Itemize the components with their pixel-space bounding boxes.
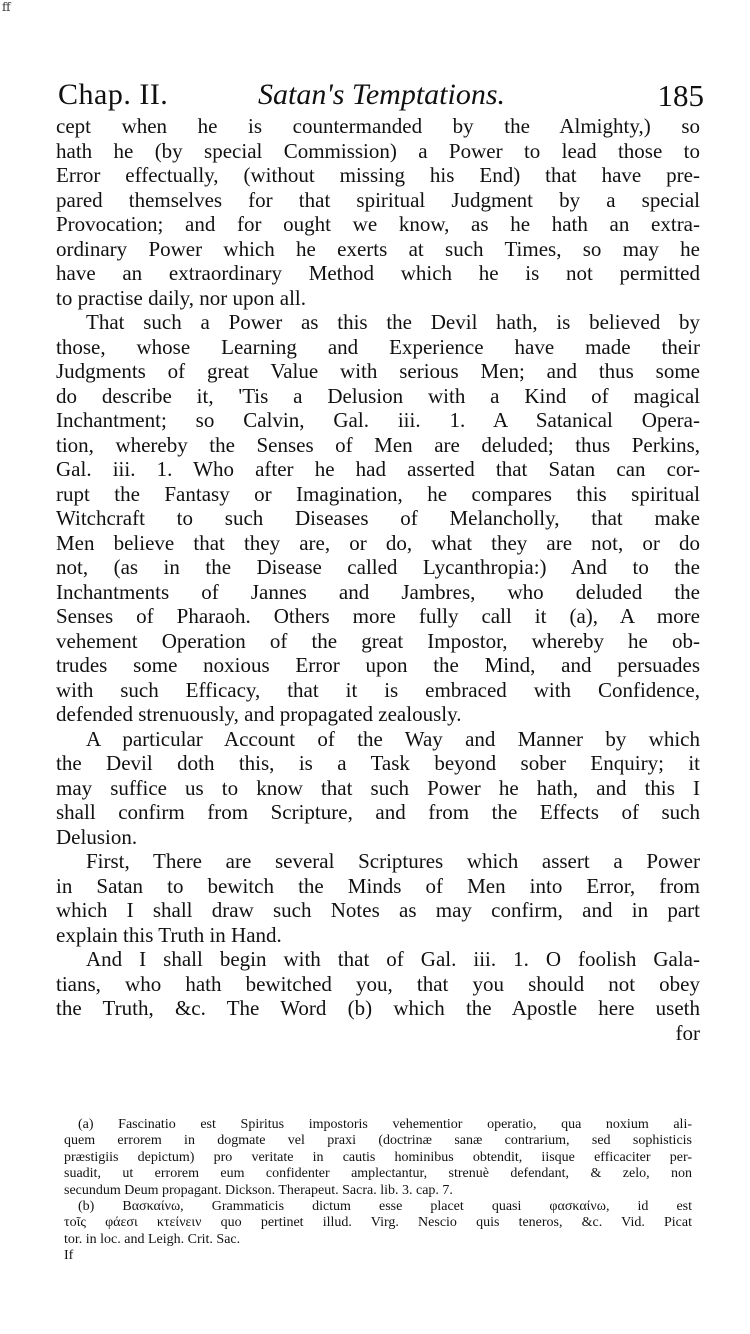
text-line: explain this Truth in Hand. [56,922,282,947]
text-line: Delusion. [56,824,138,849]
text-line: Men believe that they are, or do, what they are not, or do [56,530,700,555]
text-line: defended strenuously, and propagated zealously. [56,702,462,726]
text-line: First, There are several Scriptures which assert a Power [86,849,700,873]
text-line: A particular Account of the Way and Manner by which [86,726,700,751]
text-line: Inchantment; so Calvin, Gal. iii. 1. A Satanical Opera- [56,408,700,432]
footnote-line: (b) Βασκαίνω, Grammaticis dictum esse placet quasi φασκαίνω, id est [78,1198,692,1214]
bottom-mark: If [64,1248,74,1264]
text-line: ordinary Power which he exerts at such Times, so may he [56,236,700,261]
text-line: the Devil doth this, is a Task beyond sober Enquiry; it [56,751,700,775]
footnote-line: secundum Deum propagant. Dickson. Therapeut. Sacra. lib. 3. cap. 7. [64,1182,453,1198]
catchword: for [675,1020,700,1045]
footnote-line: (a) Fascinatio est Spiritus impostoris vehementior operatio, qua noxium ali- [78,1117,692,1132]
text-line: Error effectually, (without missing his End) that have pre- [56,163,700,187]
text-line: That such a Power as this the Devil hath, is believed by [86,310,700,334]
text-line: vehement Operation of the great Impostor, whereby he ob- [56,628,700,653]
text-line: Gal. iii. 1. Who after he had asserted that Satan can cor- [56,457,700,481]
text-line: Provocation; and for ought we know, as he hath an extra- [56,212,700,236]
text-line: may suffice us to know that such Power he hath, and this I [56,775,700,800]
footnote-line: præstigiis depictum) pro veritate in cautis hominibus obtendit, iisque efficaciter per- [64,1149,692,1165]
footnote-line: suadit, ut errorem eum confidenter amplectantur, strenuè defendant, & zelo, non [64,1166,692,1182]
text-line: pared themselves for that spiritual Judgment by a special [56,187,700,212]
text-line: Judgments of great Value with serious Men; and thus some [56,359,700,383]
corner-mark: ff [2,0,11,14]
text-line: tians, who hath bewitched you, that you should not obey [56,971,700,996]
text-line: in Satan to bewitch the Minds of Men into Error, from [56,873,700,898]
text-line: with such Efficacy, that it is embraced with Confidence, [56,677,700,702]
text-line: to practise daily, nor upon all. [56,285,306,310]
footnote-line: tor. in loc. and Leigh. Crit. Sac. [64,1231,241,1247]
text-line: rupt the Fantasy or Imagination, he compares this spiritual [56,481,700,506]
text-line: have an extraordinary Method which he is not permitted [56,261,700,285]
text-line: do describe it, 'Tis a Delusion with a Kind of magical [56,383,700,408]
body-text [56,114,700,1045]
page-number: 185 [657,78,704,113]
text-line: Witchcraft to such Diseases of Melancholly, that make [56,506,700,530]
text-line: cept when he is countermanded by the Almighty,) so [56,114,700,138]
footnote-line: τοῖς φάεσι κτείνειν quo pertinet illud. Virg. Nescio quis teneros, &c. Vid. Picat [64,1215,692,1231]
text-line: Senses of Pharaoh. Others more fully call it (a), A more [56,604,700,628]
text-line: Inchantments of Jannes and Jambres, who deluded the [56,579,700,604]
text-line: shall confirm from Scripture, and from the Effects of such [56,800,700,824]
text-line: tion, whereby the Senses of Men are deluded; thus Perkins, [56,432,700,457]
text-line: hath he (by special Commission) a Power to lead those to [56,138,700,163]
text-line: which I shall draw such Notes as may confirm, and in part [56,898,700,922]
footnote-line: quem errorem in dogmate vel praxi (doctrinæ sanæ contrarium, sed sophisticis [64,1133,692,1149]
running-title: Satan's Temptations. [258,78,506,111]
footnotes [64,1117,692,1265]
text-line: trudes some noxious Error upon the Mind, and persuades [56,653,700,677]
chapter-label: Chap. II. [58,78,169,111]
text-line: not, (as in the Disease called Lycanthropia:) And to the [56,555,700,579]
text-line: the Truth, &c. The Word (b) which the Apostle here useth [56,996,700,1020]
text-line: And I shall begin with that of Gal. iii. 1. O foolish Gala- [86,947,700,971]
text-line: those, whose Learning and Experience have made their [56,334,700,359]
